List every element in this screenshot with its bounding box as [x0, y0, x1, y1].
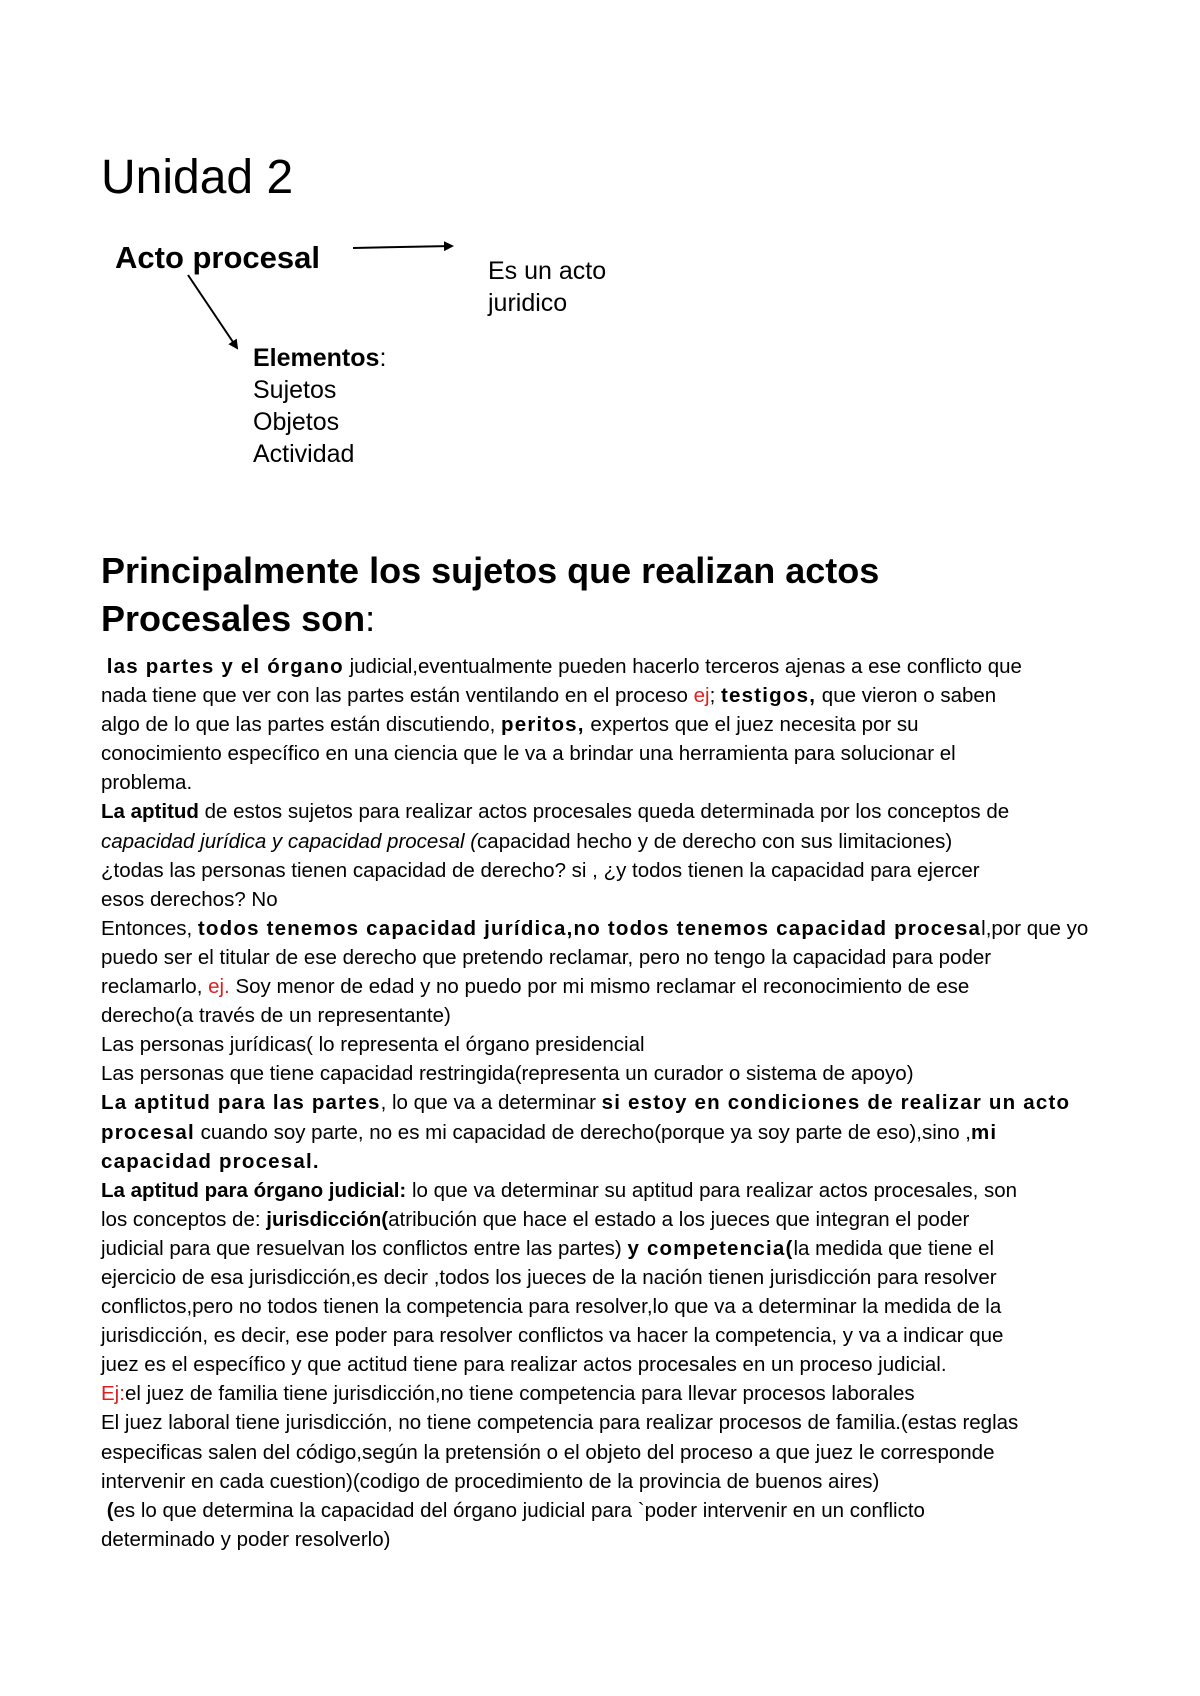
text-line: La aptitud para las partes, lo que va a determinar si estoy en condiciones de realizar un acto — [101, 1091, 1071, 1115]
definition-text — [488, 255, 688, 319]
text-line: procesal cuando soy parte, no es mi capacidad de derecho(porque ya soy parte de eso),sino ,mi — [101, 1120, 998, 1144]
text-line: derecho(a través de un representante) — [101, 1004, 451, 1028]
text-line: La aptitud de estos sujetos para realizar actos procesales queda determinada por los conceptos de — [101, 800, 1010, 824]
body-text — [101, 652, 1111, 1554]
elements-block — [253, 342, 386, 470]
text-line: ¿todas las personas tienen capacidad de derecho? si , ¿y todos tienen la capacidad para ejercer — [101, 858, 980, 882]
text-line: capacidad procesal. — [101, 1149, 320, 1173]
down-right-arrow — [188, 275, 237, 348]
text-line: puedo ser el titular de ese derecho que pretendo reclamar, pero no tengo la capacidad para poder — [101, 945, 992, 969]
section-heading: Principalmente los sujetos que realizan actos Procesales son: — [101, 550, 880, 639]
text-line: judicial para que resuelvan los conflictos entre las partes) y competencia(la medida que tiene el — [101, 1236, 995, 1260]
unit-title: Unidad 2 — [101, 151, 294, 204]
definition-line: Es un acto — [488, 257, 607, 285]
text-line: La aptitud para órgano judicial: lo que va determinar su aptitud para realizar actos procesales, son — [101, 1178, 1018, 1202]
text-line: juez es el específico y que actitud tiene para realizar actos procesales en un proceso judicial. — [101, 1353, 947, 1377]
element-item: Actividad — [253, 440, 355, 468]
text-line: ejercicio de esa jurisdicción,es decir ,todos los jueces de la nación tienen jurisdicción para resolver — [101, 1265, 997, 1289]
text-line: Ej:el juez de familia tiene jurisdicción,no tiene competencia para llevar procesos laborales — [101, 1382, 915, 1406]
text-line: especificas salen del código,según la pretensión o el objeto del proceso a que juez le corresponde — [101, 1440, 995, 1464]
text-line: las partes y el órgano judicial,eventualmente pueden hacerlo terceros ajenas a ese conflicto que — [106, 655, 1022, 678]
text-line: algo de lo que las partes están discutiendo, peritos, expertos que el juez necesita por su — [101, 713, 919, 737]
element-item: Sujetos — [253, 376, 337, 404]
text-line: esos derechos? No — [101, 887, 278, 911]
text-line: Las personas que tiene capacidad restringida(representa un curador o sistema de apoyo) — [101, 1062, 914, 1086]
text-line: conflictos,pero no todos tienen la competencia para resolver,lo que va a determinar la medida de la — [101, 1295, 1002, 1319]
right-arrow — [353, 246, 452, 248]
text-line: conocimiento específico en una ciencia que le va a brindar una herramienta para solucionar el — [101, 742, 956, 766]
text-line: capacidad jurídica y capacidad procesal (capacidad hecho y de derecho con sus limitaciones) — [101, 829, 953, 853]
elements-title: Elementos: — [253, 344, 387, 372]
text-line: determinado y poder resolverlo) — [101, 1527, 391, 1551]
acto-procesal-label: Acto procesal — [115, 240, 321, 275]
text-line: intervenir en cada cuestion)(codigo de procedimiento de la provincia de buenos aires) — [101, 1469, 880, 1493]
text-line: los conceptos de: jurisdicción(atribución que hace el estado a los jueces que integran el poder — [101, 1207, 970, 1231]
text-line: El juez laboral tiene jurisdicción, no tiene competencia para realizar procesos de familia.(estas reglas — [101, 1411, 1019, 1435]
text-line: (es lo que determina la capacidad del órgano judicial para `poder intervenir en un conflicto — [106, 1498, 925, 1522]
text-line: Las personas jurídicas( lo representa el órgano presidencial — [101, 1033, 645, 1057]
element-item: Objetos — [253, 408, 340, 436]
definition-line: juridico — [488, 289, 568, 317]
text-line: Entonces, todos tenemos capacidad jurídica,no todos tenemos capacidad procesal,por que yo — [101, 916, 1089, 940]
text-line: problema. — [101, 771, 193, 795]
text-line: nada tiene que ver con las partes están ventilando en el proceso ej; testigos, que vieron o saben — [101, 684, 997, 708]
text-line: jurisdicción, es decir, ese poder para resolver conflictos va hacer la competencia, y va a indicar que — [101, 1324, 1004, 1348]
text-line: reclamarlo, ej. Soy menor de edad y no puedo por mi mismo reclamar el reconocimiento de ese — [101, 975, 970, 999]
